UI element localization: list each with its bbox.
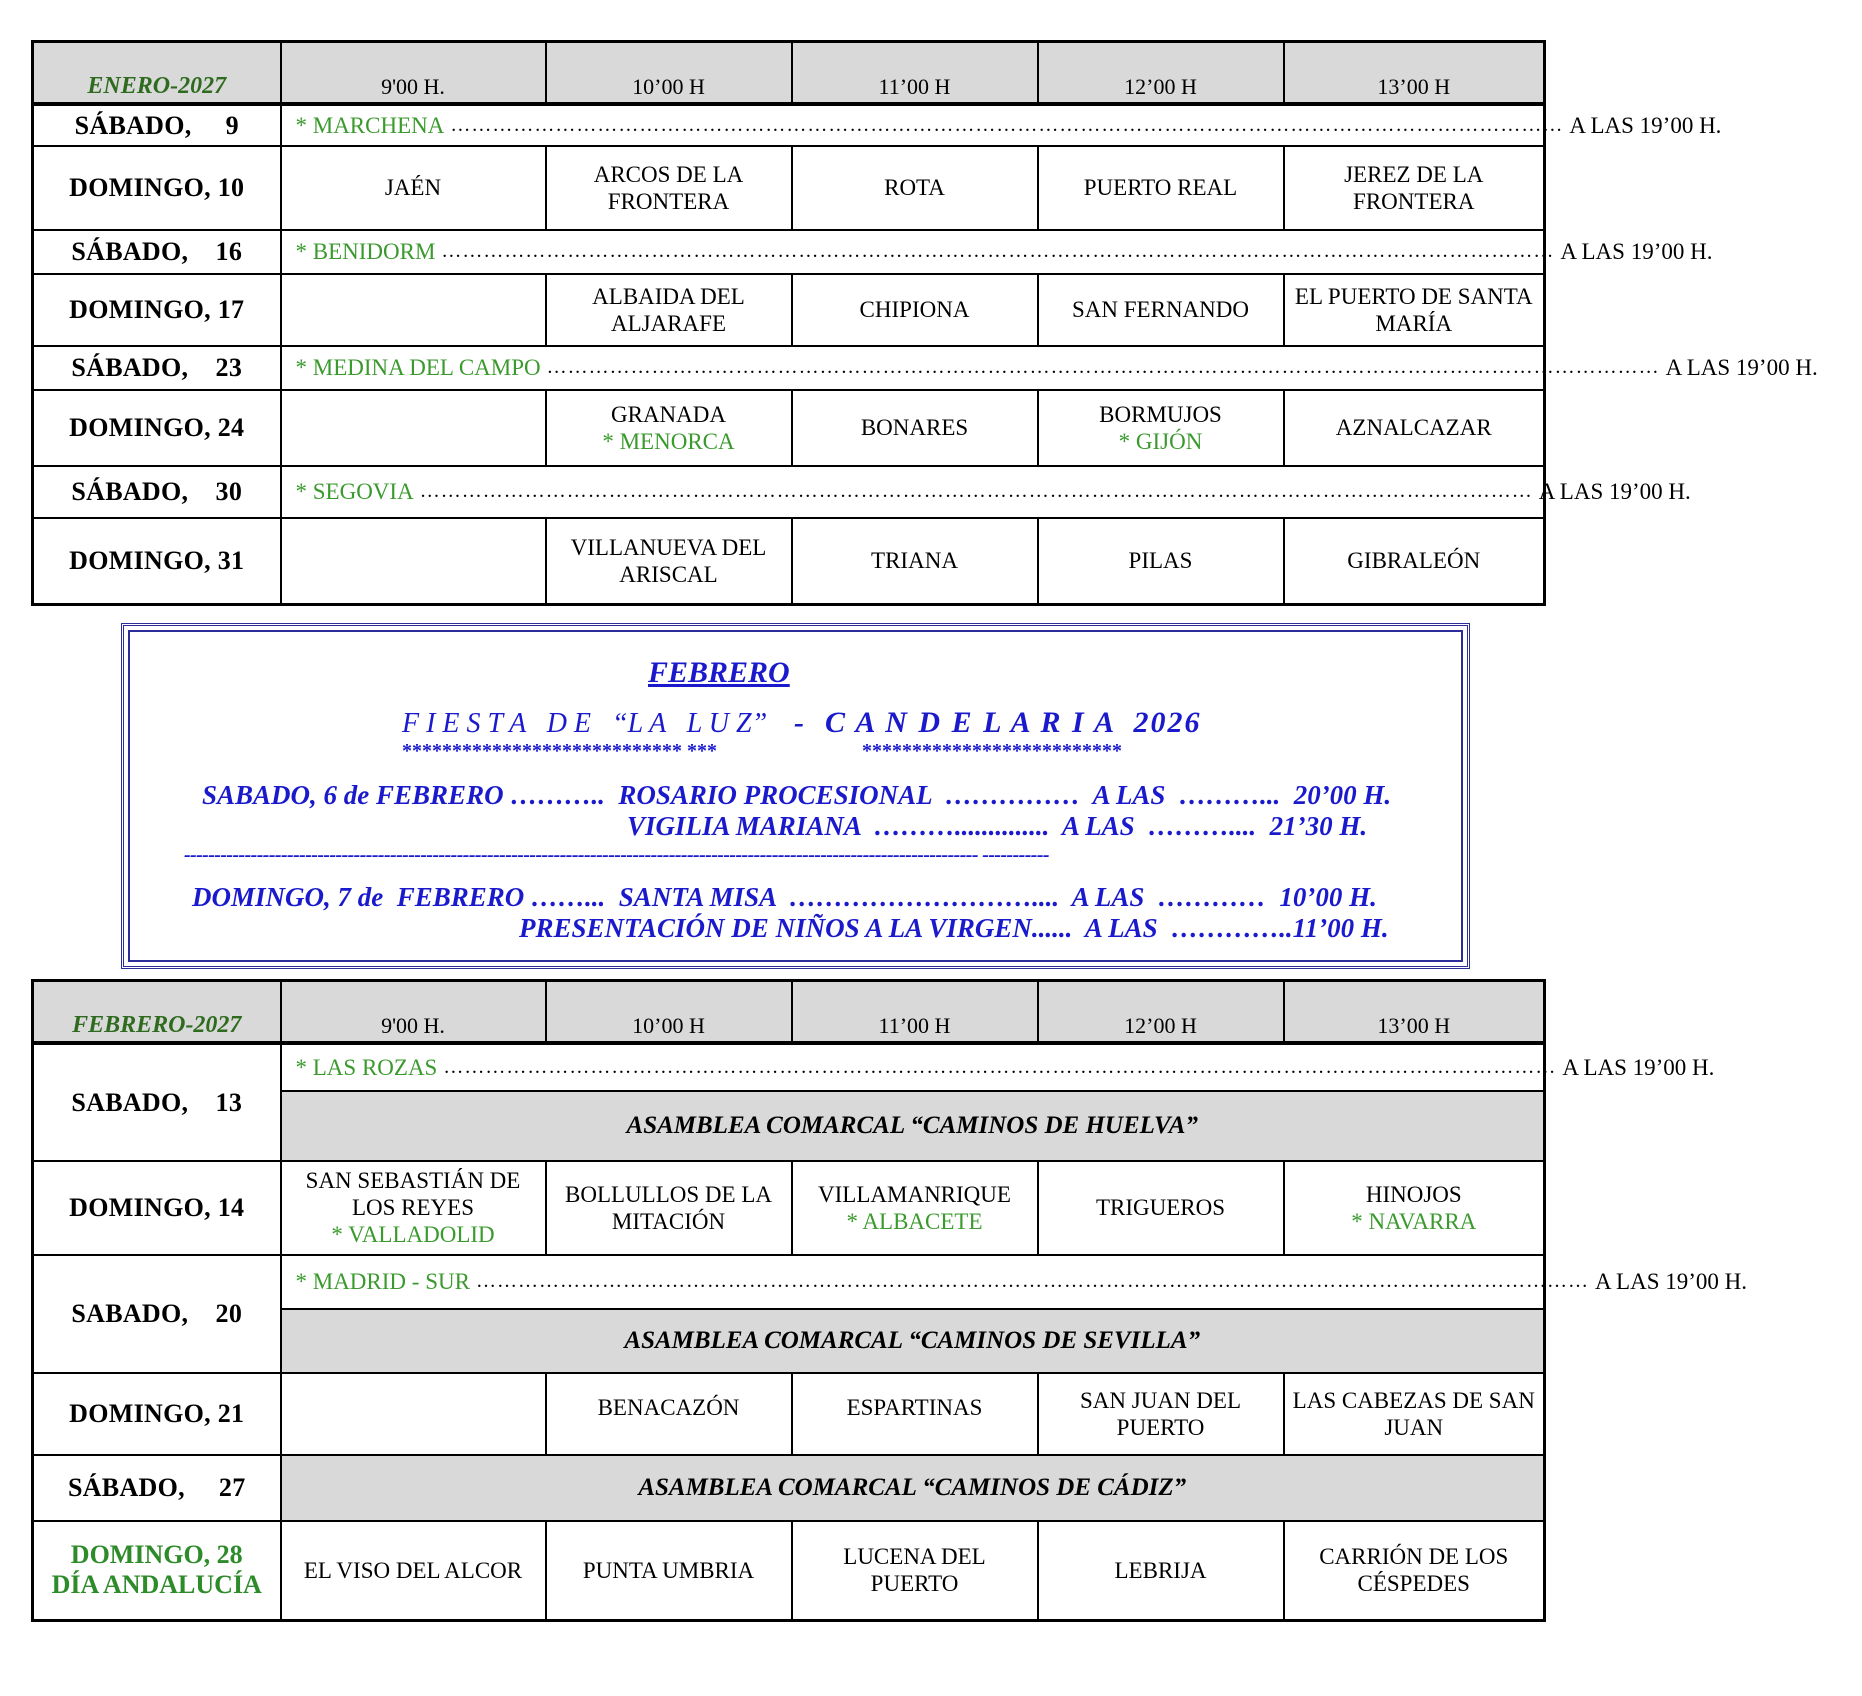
schedule-cell: CARRIÓN DE LOS CÉSPEDES xyxy=(1284,1521,1545,1621)
time-header: 11’00 H xyxy=(792,981,1038,1043)
day-label: SÁBADO, 23 xyxy=(33,346,281,390)
day-label: DOMINGO, 31 xyxy=(33,518,281,605)
cell-text: VILLAMANRIQUE xyxy=(818,1181,1011,1207)
time-header: 12’00 H xyxy=(1038,981,1284,1043)
event-time: A LAS 19’00 H. xyxy=(1538,479,1691,504)
time-header: 10’00 H xyxy=(546,981,792,1043)
schedule-cell: BENACAZÓN xyxy=(546,1373,792,1455)
table-row xyxy=(33,104,1545,146)
day-label: SÁBADO, 30 xyxy=(33,466,281,518)
event-time: A LAS 19’00 H. xyxy=(1665,355,1818,380)
evening-event xyxy=(281,1255,1747,1309)
schedule-cell xyxy=(792,1161,1038,1255)
month-label: FEBRERO-2027 xyxy=(33,981,281,1043)
schedule-cell: TRIGUEROS xyxy=(1038,1161,1284,1255)
star-divider: **************************** *** xyxy=(402,740,717,762)
event-time: A LAS 19’00 H. xyxy=(1562,1054,1715,1080)
dot-leader: …………………………………………………………………………………………………………………………………………… xyxy=(443,1055,1557,1078)
evening-event xyxy=(281,230,1713,274)
table-row xyxy=(33,1455,1545,1521)
schedule-cell: LUCENA DEL PUERTO xyxy=(792,1521,1038,1621)
evening-event xyxy=(281,466,1691,518)
cell-text: BOLLULLOS DE LA MITACIÓN xyxy=(565,1181,772,1234)
schedule-cell: CHIPIONA xyxy=(792,274,1038,346)
dot-leader: …………………………………………………………………………………………………………………………………………… xyxy=(419,480,1533,502)
day-label: SÁBADO, 16 xyxy=(33,230,281,274)
event-place: * SEGOVIA xyxy=(295,479,414,504)
evening-event xyxy=(281,1043,1715,1091)
schedule-cell xyxy=(281,1161,546,1255)
day-label: DOMINGO, 24 xyxy=(33,390,281,466)
cell-text: HINOJOS xyxy=(1365,1181,1462,1207)
star-divider: ************************** xyxy=(862,740,1122,762)
schedule-cell xyxy=(1284,1161,1545,1255)
table-row xyxy=(33,1161,1545,1255)
february-schedule-table xyxy=(31,979,1747,1622)
schedule-cell xyxy=(546,390,792,466)
event-place: * BENIDORM xyxy=(295,239,436,264)
dot-leader: …………………………………………………………………………………………………………………………………………… xyxy=(441,240,1555,262)
cell-text: GRANADA xyxy=(611,401,726,427)
event-place: * MADRID - SUR xyxy=(295,1269,470,1294)
event-place: * LAS ROZAS xyxy=(295,1054,438,1080)
january-schedule-table xyxy=(31,40,1818,606)
cell-extra: * VALLADOLID xyxy=(331,1222,495,1247)
schedule-cell xyxy=(546,1161,792,1255)
cell-text: BORMUJOS xyxy=(1099,401,1222,427)
dot-leader: …………………………………………………………………………………………………………………………………………… xyxy=(450,113,1564,136)
day-label: DOMINGO, 17 xyxy=(33,274,281,346)
time-header: 13’00 H xyxy=(1284,42,1545,104)
schedule-cell: SAN JUAN DEL PUERTO xyxy=(1038,1373,1284,1455)
table-row xyxy=(33,466,1545,518)
box-subtitle-year: - C A N D E L A R I A 2026 xyxy=(794,706,1202,739)
schedule-cell: GIBRALEÓN xyxy=(1284,518,1545,605)
holiday-name: DÍA ANDALUCÍA xyxy=(51,1570,262,1600)
schedule-cell xyxy=(281,274,546,346)
time-header: 9'00 H. xyxy=(281,981,546,1043)
dot-leader: …………………………………………………………………………………………………………………………………………… xyxy=(475,1270,1589,1292)
schedule-cell xyxy=(1038,390,1284,466)
day-label: SÁBADO, 27 xyxy=(33,1455,281,1521)
dot-leader: …………………………………………………………………………………………………………………………………………… xyxy=(546,356,1660,378)
time-header: 12’00 H xyxy=(1038,42,1284,104)
table-row xyxy=(33,1255,1545,1309)
day-label: SABADO, 20 xyxy=(33,1255,281,1373)
holiday-day: DOMINGO, 28 xyxy=(70,1540,243,1570)
schedule-cell: EL PUERTO DE SANTA MARÍA xyxy=(1284,274,1545,346)
cell-extra: * ALBACETE xyxy=(846,1208,983,1234)
sunday-presentation-line: PRESENTACIÓN DE NIÑOS A LA VIRGEN...... A LAS …………..11’00 H. xyxy=(519,913,1389,943)
time-header: 11’00 H xyxy=(792,42,1038,104)
day-label: DOMINGO, 14 xyxy=(33,1161,281,1255)
table-header-row xyxy=(33,981,1545,1043)
dash-separator: ----------------------------------------------------------------------------------------------------------------------------------- ----------- xyxy=(184,844,1049,866)
table-row xyxy=(33,274,1545,346)
box-title: FEBRERO xyxy=(648,656,790,689)
schedule-cell xyxy=(281,390,546,466)
time-header: 9'00 H. xyxy=(281,42,546,104)
time-header: 10’00 H xyxy=(546,42,792,104)
table-row xyxy=(33,1043,1545,1091)
schedule-cell: PUERTO REAL xyxy=(1038,146,1284,230)
cell-text: SAN SEBASTIÁN DE LOS REYES xyxy=(305,1168,521,1220)
schedule-cell: LAS CABEZAS DE SAN JUAN xyxy=(1284,1373,1545,1455)
time-header: 13’00 H xyxy=(1284,981,1545,1043)
event-time: A LAS 19’00 H. xyxy=(1560,239,1713,264)
schedule-cell xyxy=(281,518,546,605)
month-label: ENERO-2027 xyxy=(33,42,281,104)
event-place: * MARCHENA xyxy=(295,112,445,138)
schedule-cell: BONARES xyxy=(792,390,1038,466)
table-row xyxy=(33,390,1545,466)
table-header-row xyxy=(33,42,1545,104)
saturday-vigil-line: VIGILIA MARIANA ……….............. A LAS ……….... 21’30 H. xyxy=(627,811,1368,841)
schedule-cell: JEREZ DE LA FRONTERA xyxy=(1284,146,1545,230)
box-subtitle: F I E S T A D E “L A L U Z” xyxy=(402,708,768,739)
schedule-cell: ROTA xyxy=(792,146,1038,230)
evening-event xyxy=(281,104,1722,146)
day-label: DOMINGO, 10 xyxy=(33,146,281,230)
candelaria-festival-box xyxy=(121,623,1470,969)
assembly-banner: ASAMBLEA COMARCAL “CAMINOS DE CÁDIZ” xyxy=(281,1455,1545,1521)
saturday-line: SABADO, 6 de FEBRERO ……….. ROSARIO PROCESIONAL …………… A LAS ………... 20’00 H. xyxy=(202,780,1392,810)
table-row xyxy=(33,346,1545,390)
schedule-cell: ALBAIDA DEL ALJARAFE xyxy=(546,274,792,346)
table-row xyxy=(33,146,1545,230)
day-label-holiday xyxy=(33,1521,281,1621)
schedule-cell: JAÉN xyxy=(281,146,546,230)
assembly-banner: ASAMBLEA COMARCAL “CAMINOS DE SEVILLA” xyxy=(281,1309,1545,1373)
schedule-cell: SAN FERNANDO xyxy=(1038,274,1284,346)
schedule-cell: LEBRIJA xyxy=(1038,1521,1284,1621)
schedule-cell: ESPARTINAS xyxy=(792,1373,1038,1455)
cell-extra: * NAVARRA xyxy=(1351,1208,1477,1234)
event-time: A LAS 19’00 H. xyxy=(1594,1269,1747,1294)
schedule-cell: ARCOS DE LA FRONTERA xyxy=(546,146,792,230)
day-label: SABADO, 13 xyxy=(33,1043,281,1161)
schedule-cell xyxy=(281,1373,546,1455)
table-row xyxy=(33,1521,1545,1621)
schedule-cell: TRIANA xyxy=(792,518,1038,605)
assembly-banner: ASAMBLEA COMARCAL “CAMINOS DE HUELVA” xyxy=(281,1091,1545,1161)
table-row xyxy=(33,230,1545,274)
cell-extra: * MENORCA xyxy=(602,428,735,454)
day-label: SÁBADO, 9 xyxy=(33,104,281,146)
event-place: * MEDINA DEL CAMPO xyxy=(295,355,541,380)
table-row xyxy=(33,1373,1545,1455)
schedule-cell: PILAS xyxy=(1038,518,1284,605)
schedule-cell: PUNTA UMBRIA xyxy=(546,1521,792,1621)
event-time: A LAS 19’00 H. xyxy=(1569,112,1722,138)
schedule-cell: AZNALCAZAR xyxy=(1284,390,1545,466)
day-label: DOMINGO, 21 xyxy=(33,1373,281,1455)
cell-extra: * GIJÓN xyxy=(1118,428,1203,454)
sunday-line: DOMINGO, 7 de FEBRERO ……... SANTA MISA ……………………….... A LAS ………… 10’00 H. xyxy=(192,882,1377,912)
schedule-cell: EL VISO DEL ALCOR xyxy=(281,1521,546,1621)
evening-event xyxy=(281,346,1818,390)
table-row xyxy=(33,518,1545,605)
schedule-cell: VILLANUEVA DEL ARISCAL xyxy=(546,518,792,605)
